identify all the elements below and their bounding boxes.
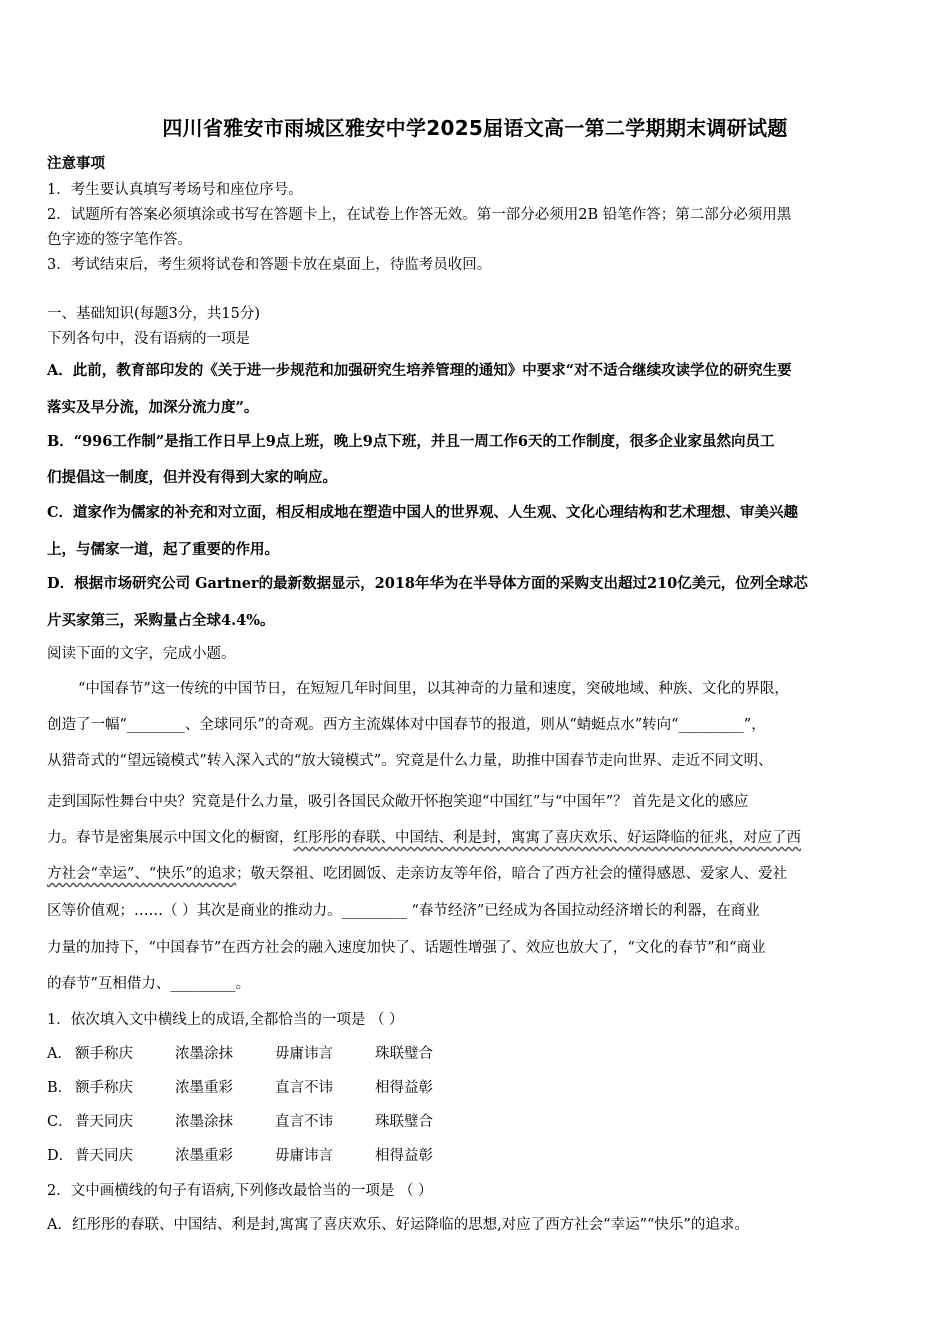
- option-d-line1: D．根据市场研究公司 Gartner的最新数据显示，2018年华为在半导体方面的采购支出超过210亿美元，位列全球芯: [47, 575, 808, 592]
- q2-option-a: A．红彤彤的春联、中国结、利是封,寓寓了喜庆欢乐、好运降临的思想,对应了西方社会“幸运”“快乐”的追求。: [47, 1217, 749, 1233]
- passage-line: [47, 862, 787, 883]
- notice-item: 色字迹的签字笔作答。: [47, 232, 192, 248]
- underlined-sentence: 红彤彤的春联、中国结、利是封，寓寓了喜庆欢乐、好运降临的征兆，对应了西: [293, 830, 801, 846]
- passage-line: 走到国际性舞台中央？究竟是什么力量，吸引各国民众敞开怀抱笑迎“中国红”与“中国年”？ 首先是文化的感应: [47, 794, 749, 810]
- question-stem: 下列各句中，没有语病的一项是: [47, 331, 250, 347]
- reading-intro: 阅读下面的文字，完成小题。: [47, 646, 236, 662]
- q1-option-d: [47, 1144, 475, 1165]
- option-term: 浓墨重彩: [175, 1148, 233, 1164]
- passage-text: 力。春节是密集展示中国文化的橱窗，: [47, 830, 294, 846]
- option-term: 相得益彰: [375, 1080, 433, 1096]
- option-key: D．: [47, 1148, 74, 1164]
- option-a-line1: A．此前，教育部印发的《关于进一步规范和加强研究生培养管理的通知》中要求“对不适合继续攻读学位的研究生要: [47, 362, 792, 379]
- option-key: B．: [47, 1080, 73, 1096]
- option-term: 直言不讳: [275, 1114, 333, 1130]
- page-title: 四川省雅安市雨城区雅安中学2025届语文高一第二学期期末调研试题: [162, 116, 788, 140]
- q2-stem: 2．文中画横线的句子有语病,下列修改最恰当的一项是 （ ）: [47, 1183, 433, 1199]
- option-term: 额手称庆: [75, 1046, 133, 1062]
- passage-line: 从猎奇式的“望远镜模式”转入深入式的“放大镜模式”。究竟是什么力量，助推中国春节走向世界、走近不同文明、: [47, 753, 773, 769]
- option-term: 浓墨涂抹: [175, 1046, 233, 1062]
- option-b-line1: B．“996工作制”是指工作日早上9点上班，晚上9点下班，并且一周工作6天的工作制度，很多企业家虽然向员工: [47, 433, 775, 450]
- passage-line: 的春节”互相借力、_________。: [47, 976, 251, 992]
- underlined-sentence: 方社会“幸运”、“快乐”的追求: [47, 866, 237, 882]
- option-c-line2: 上，与儒家一道，起了重要的作用。: [47, 541, 279, 558]
- notice-item: 2．试题所有答案必须填涂或书写在答题卡上，在试卷上作答无效。第一部分必须用2B 铅笔作答；第二部分必须用黑: [47, 207, 792, 223]
- notice-item: 3．考试结束后，考生须将试卷和答题卡放在桌面上，待监考员收回。: [47, 257, 492, 273]
- section-heading: 一、基础知识(每题3分，共15分): [47, 306, 260, 322]
- passage-line: [47, 826, 801, 847]
- passage-line: 力量的加持下，“中国春节”在西方社会的融入速度加快了、话题性增强了、效应也放大了，“文化的春节”和“商业: [47, 940, 766, 956]
- option-term: 浓墨涂抹: [175, 1114, 233, 1130]
- option-term: 毋庸讳言: [275, 1148, 333, 1164]
- option-key: A．: [47, 1046, 72, 1062]
- option-term: 珠联璧合: [375, 1046, 433, 1062]
- option-c-line1: C．道家作为儒家的补充和对立面，相反相成地在塑造中国人的世界观、人生观、文化心理结构和艺术理想、审美兴趣: [47, 504, 799, 521]
- option-term: 浓墨重彩: [175, 1080, 233, 1096]
- passage-line: 创造了一幅“________、全球同乐”的奇观。西方主流媒体对中国春节的报道，则从“蜻蜓点水”转向“_________”，: [47, 717, 766, 733]
- notice-item: 1．考生要认真填写考场号和座位序号。: [47, 182, 303, 198]
- option-term: 珠联璧合: [375, 1114, 433, 1130]
- option-term: 普天同庆: [75, 1114, 133, 1130]
- q1-stem: 1．依次填入文中横线上的成语,全都恰当的一项是 （ ）: [47, 1012, 404, 1028]
- option-term: 相得益彰: [375, 1148, 433, 1164]
- option-a-line2: 落实及早分流，加深分流力度”。: [47, 399, 259, 416]
- q1-option-a: [47, 1042, 475, 1063]
- q1-option-c: [47, 1110, 475, 1131]
- passage-line: 区等价值观；……（ ）其次是商业的推动力。_________ “春节经济”已经成为各国拉动经济增长的利器，在商业: [47, 903, 760, 919]
- option-term: 普天同庆: [75, 1148, 133, 1164]
- option-term: 毋庸讳言: [275, 1046, 333, 1062]
- passage-text: ；敬天祭祖、吃团圆饭、走亲访友等年俗，暗合了西方社会的懂得感恩、爱家人、爱社: [236, 866, 788, 882]
- q1-option-b: [47, 1076, 475, 1097]
- option-term: 直言不讳: [275, 1080, 333, 1096]
- option-b-line2: 们提倡这一制度，但并没有得到大家的响应。: [47, 469, 337, 486]
- option-d-line2: 片买家第三，采购量占全球4.4%。: [47, 612, 275, 629]
- notice-heading: 注意事项: [47, 155, 105, 172]
- option-key: C．: [47, 1114, 73, 1130]
- passage-line: “中国春节”这一传统的中国节日，在短短几年时间里，以其神奇的力量和速度，突破地域、种族、文化的界限，: [78, 681, 789, 697]
- option-term: 额手称庆: [75, 1080, 133, 1096]
